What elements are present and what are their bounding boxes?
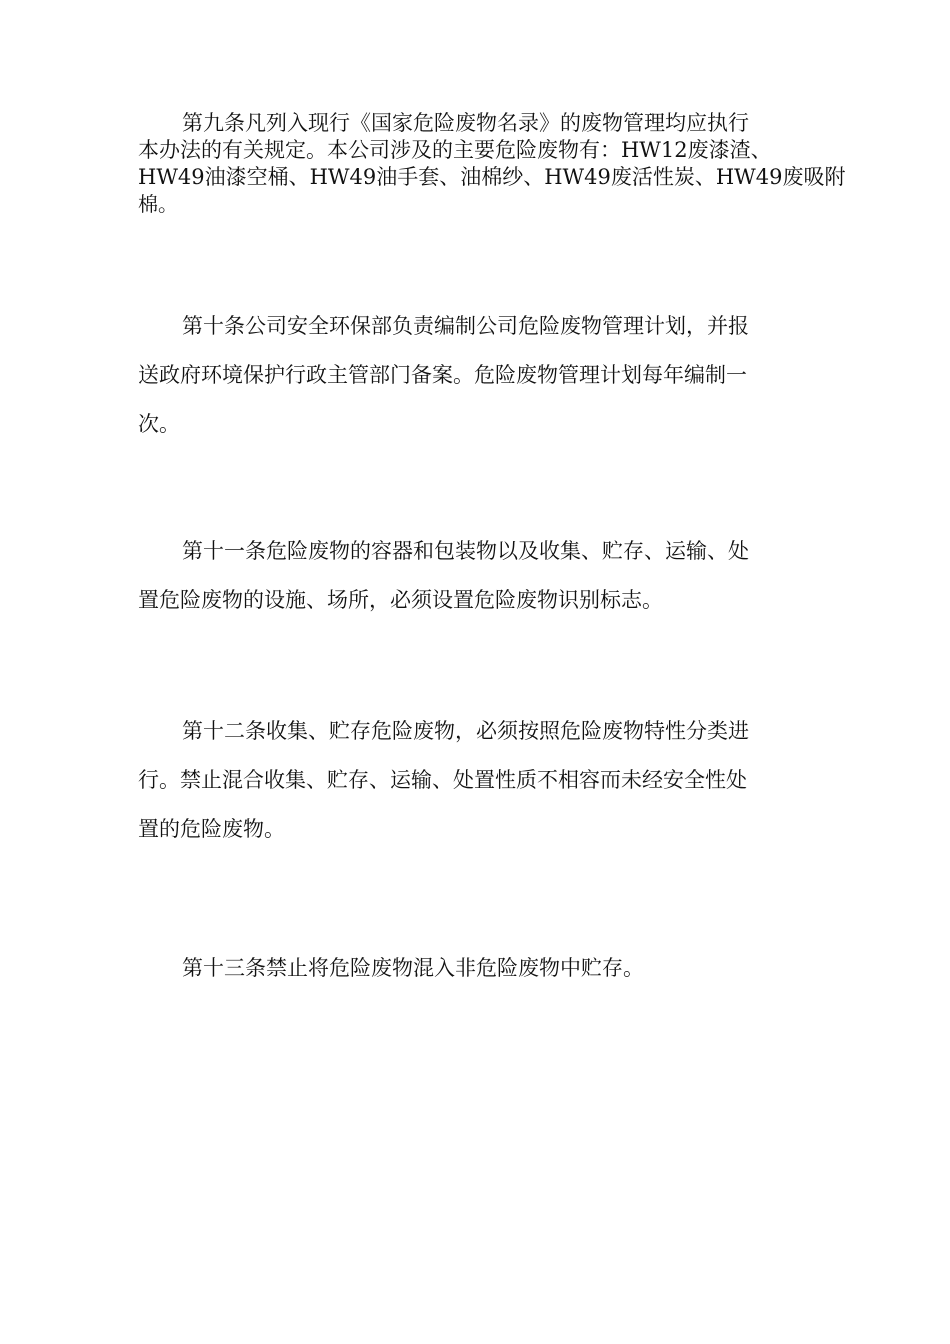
article-10-paragraph: [138, 306, 808, 453]
paragraph-line: HW49油漆空桶、HW49油手套、油棉纱、HW49废活性炭、HW49废吸附: [138, 165, 846, 189]
paragraph-line: 第十一条危险废物的容器和包装物以及收集、贮存、运输、处: [182, 539, 749, 563]
paragraph-line: 棉。: [138, 192, 178, 216]
paragraph-line: 第十二条收集、贮存危险废物，必须按照危险废物特性分类进: [182, 719, 749, 743]
article-12-paragraph: [138, 711, 808, 858]
paragraph-line: 置危险废物的设施、场所，必须设置危险废物识别标志。: [138, 588, 663, 612]
article-9-paragraph: [138, 110, 846, 218]
paragraph-line: 行。禁止混合收集、贮存、运输、处置性质不相容而未经安全性处: [138, 768, 747, 792]
paragraph-line: 第十三条禁止将危险废物混入非危险废物中贮存。: [182, 956, 644, 980]
paragraph-line: 次。: [138, 412, 180, 436]
paragraph-line: 第十条公司安全环保部负责编制公司危险废物管理计划，并报: [182, 314, 749, 338]
article-13-paragraph: [138, 948, 808, 997]
article-11-paragraph: [138, 531, 808, 629]
paragraph-line: 送政府环境保护行政主管部门备案。危险废物管理计划每年编制一: [138, 363, 747, 387]
paragraph-line: 本办法的有关规定。本公司涉及的主要危险废物有：HW12废漆渣、: [138, 138, 772, 162]
paragraph-line: 第九条凡列入现行《国家危险废物名录》的废物管理均应执行: [182, 111, 749, 135]
paragraph-line: 置的危险废物。: [138, 817, 285, 841]
